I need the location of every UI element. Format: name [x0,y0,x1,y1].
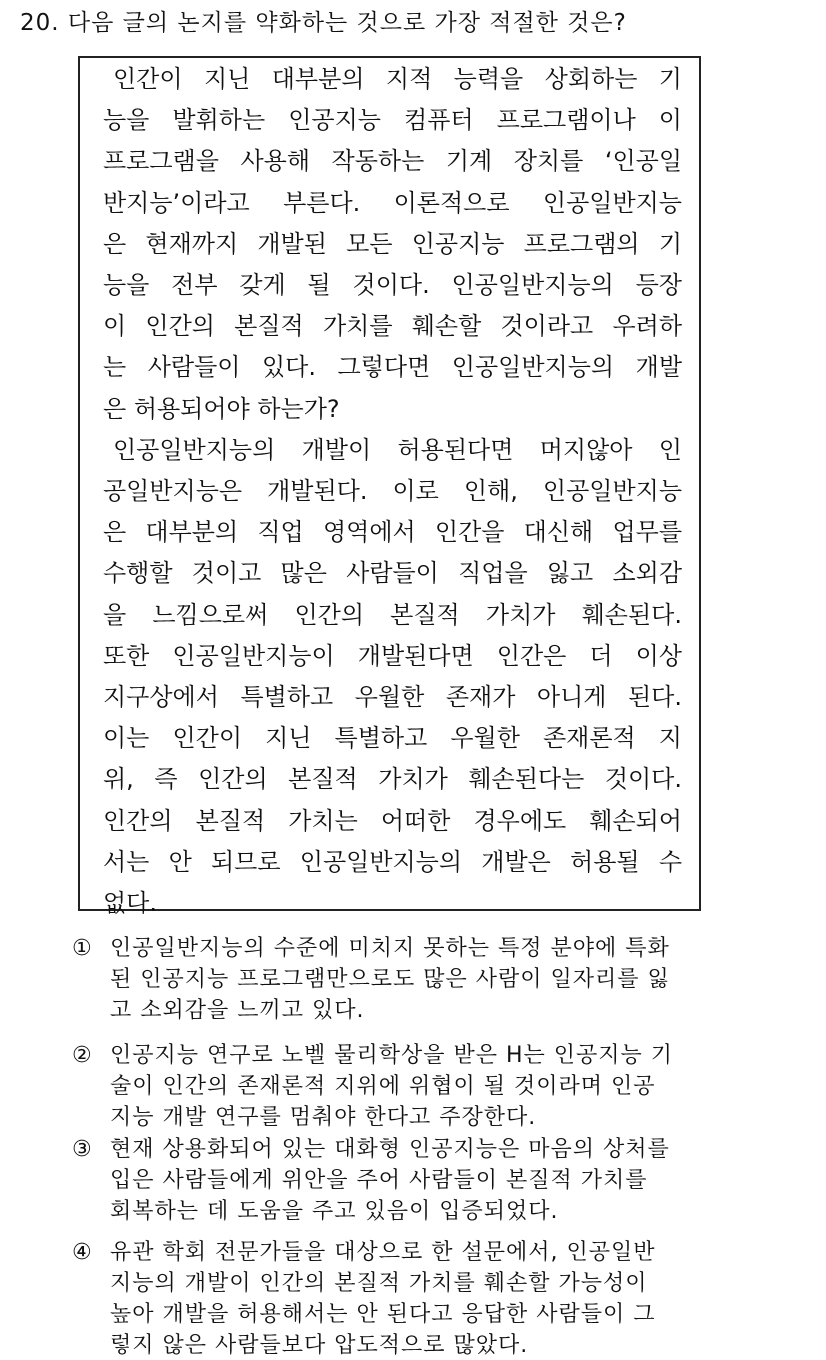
passage-line: 는 사람들이 있다. 그렇다면 인공일반지능의 개발 [103,353,682,382]
option-number[interactable]: ② [72,1043,92,1068]
passage-line: 반지능’이라고 부른다. 이론적으로 인공일반지능 [103,188,682,217]
passage-line: 인공일반지능의 개발이 허용된다면 머지않아 인 [113,435,682,464]
option-text-line[interactable]: 유관 학회 전문가들을 대상으로 한 설문에서, 인공일반 [110,1240,656,1265]
passage-line: 능을 전부 갖게 될 것이다. 인공일반지능의 등장 [103,271,682,299]
option-text-line[interactable]: 지능의 개발이 인간의 본질적 가치를 훼손할 가능성이 [110,1271,648,1296]
passage-line: 없다. [103,889,157,917]
option-text-line[interactable]: 렇지 않은 사람들보다 압도적으로 많았다. [110,1333,529,1358]
passage-line: 인간이 지닌 대부분의 지적 능력을 상회하는 기 [113,65,682,93]
option-number[interactable]: ④ [72,1240,92,1265]
passage-line: 서는 안 되므로 인공일반지능의 개발은 허용될 수 [103,847,682,876]
passage-line: 이 인간의 본질적 가치를 훼손할 것이라고 우려하 [103,312,682,341]
passage-line: 은 대부분의 직업 영역에서 인간을 대신해 업무를 [103,518,682,547]
passage-line: 지구상에서 특별하고 우월한 존재가 아니게 된다. [103,683,682,711]
option-text-line[interactable]: 회복하는 데 도움을 주고 있음이 입증되었다. [110,1199,559,1224]
passage-line: 은 허용되어야 하는가? [103,394,340,423]
option-text-line[interactable]: 된 인공지능 프로그램만으로도 많은 사람이 일자리를 잃 [110,967,670,992]
option-text-line[interactable]: 지능 개발 연구를 멈춰야 한다고 주장한다. [110,1105,537,1130]
option-number[interactable]: ① [72,936,92,961]
passage-line: 또한 인공일반지능이 개발된다면 인간은 더 이상 [103,641,682,670]
option-text-line[interactable]: 인공일반지능의 수준에 미치지 못하는 특정 분야에 특화 [110,936,670,961]
question-title: 20. 다음 글의 논지를 약화하는 것으로 가장 적절한 것은? [20,10,627,36]
passage-line: 수행할 것이고 많은 사람들이 직업을 잃고 소외감 [103,559,682,588]
option-number[interactable]: ③ [72,1137,92,1162]
passage-line: 은 현재까지 개발된 모든 인공지능 프로그램의 기 [103,229,682,258]
option-text-line[interactable]: 인공지능 연구로 노벨 물리학상을 받은 H는 인공지능 기 [110,1043,674,1068]
passage-line: 공일반지능은 개발된다. 이로 인해, 인공일반지능 [103,477,682,505]
passage-line: 인간의 본질적 가치는 어떠한 경우에도 훼손되어 [103,806,682,835]
option-text-line[interactable]: 입은 사람들에게 위안을 주어 사람들이 본질적 가치를 [110,1168,648,1193]
passage-line: 이는 인간이 지닌 특별하고 우월한 존재론적 지 [103,724,682,753]
option-text-line[interactable]: 높아 개발을 허용해서는 안 된다고 응답한 사람들이 그 [110,1302,656,1327]
option-text-line[interactable]: 술이 인간의 존재론적 지위에 위협이 될 것이라며 인공 [110,1074,656,1099]
option-text-line[interactable]: 고 소외감을 느끼고 있다. [110,998,365,1023]
passage-line: 을 느낌으로써 인간의 본질적 가치가 훼손된다. [103,600,682,629]
passage-line: 위, 즉 인간의 본질적 가치가 훼손된다는 것이다. [103,765,682,794]
option-text-line[interactable]: 현재 상용화되어 있는 대화형 인공지능은 마음의 상처를 [110,1137,670,1162]
passage-line: 프로그램을 사용해 작동하는 기계 장치를 ‘인공일 [103,147,682,176]
passage-line: 능을 발휘하는 인공지능 컴퓨터 프로그램이나 이 [103,106,682,135]
